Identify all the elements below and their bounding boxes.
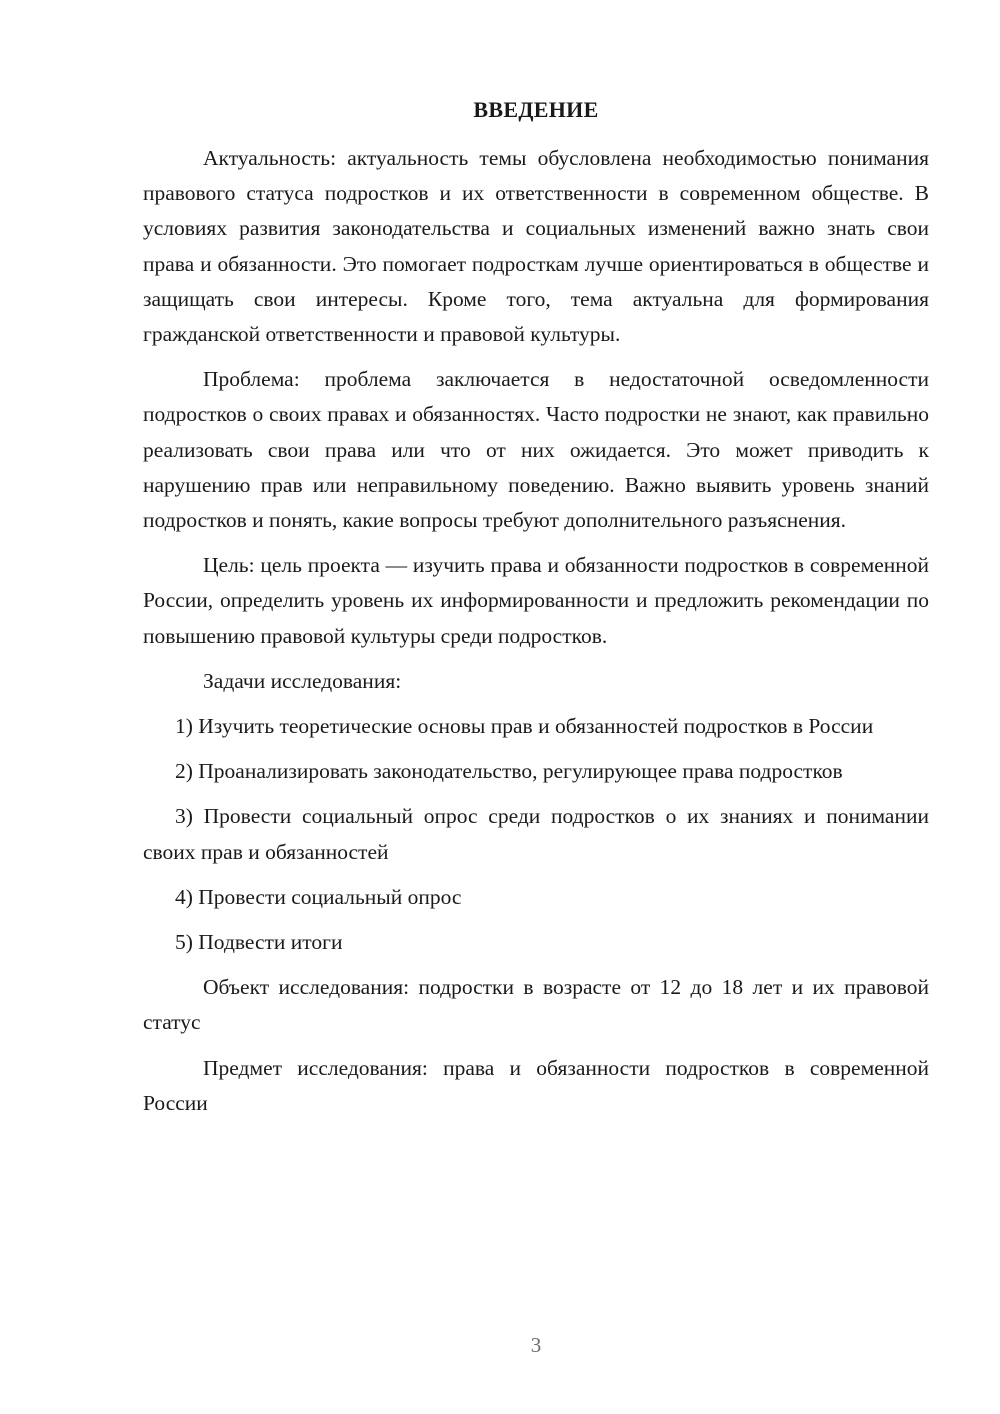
task-item-2: 2) Проанализировать законодательство, регулирующее права подростков xyxy=(175,759,843,784)
goal-paragraph: Цель: цель проекта — изучить права и обязанности подростков в современной России, определить уровень их информированности и предложить рекомендации по повышению правовой культуры среди подростков. xyxy=(143,553,929,648)
task-item-5: 5) Подвести итоги xyxy=(175,930,343,955)
relevance-paragraph: Актуальность: актуальность темы обусловлена необходимостью понимания правового статуса подростков и их ответственности в современном обществе. В условиях развития законодательства и социальных изменений важно знать свои права и обязанности. Это помогает подросткам лучше ориентироваться в обществе и защищать свои интересы. Кроме того, тема актуальна для формирования гражданской ответственности и правовой культуры. xyxy=(143,146,929,347)
problem-paragraph: Проблема: проблема заключается в недостаточной осведомленности подростков о своих правах и обязанностях. Часто подростки не знают, как правильно реализовать свои права или что от них ожидается. Это может приводить к нарушению прав или неправильному поведению. Важно выявить уровень знаний подростков и понять, какие вопросы требуют дополнительного разъяснения. xyxy=(143,367,929,533)
task-item-4: 4) Провести социальный опрос xyxy=(175,884,462,909)
task-item-3: 3) Провести социальный опрос среди подростков о их знаниях и понимании своих прав и обязанностей xyxy=(143,804,929,864)
object-paragraph: Объект исследования: подростки в возрасте от 12 до 18 лет и их правовой статус xyxy=(143,975,929,1035)
section-heading: ВВЕДЕНИЕ xyxy=(473,97,599,122)
document-page xyxy=(143,92,929,1121)
task-item-1: 1) Изучить теоретические основы прав и обязанностей подростков в России xyxy=(175,714,874,739)
tasks-title: Задачи исследования: xyxy=(203,668,402,693)
page-number: 3 xyxy=(530,1333,542,1357)
subject-paragraph: Предмет исследования: права и обязанности подростков в современной России xyxy=(143,1055,929,1115)
